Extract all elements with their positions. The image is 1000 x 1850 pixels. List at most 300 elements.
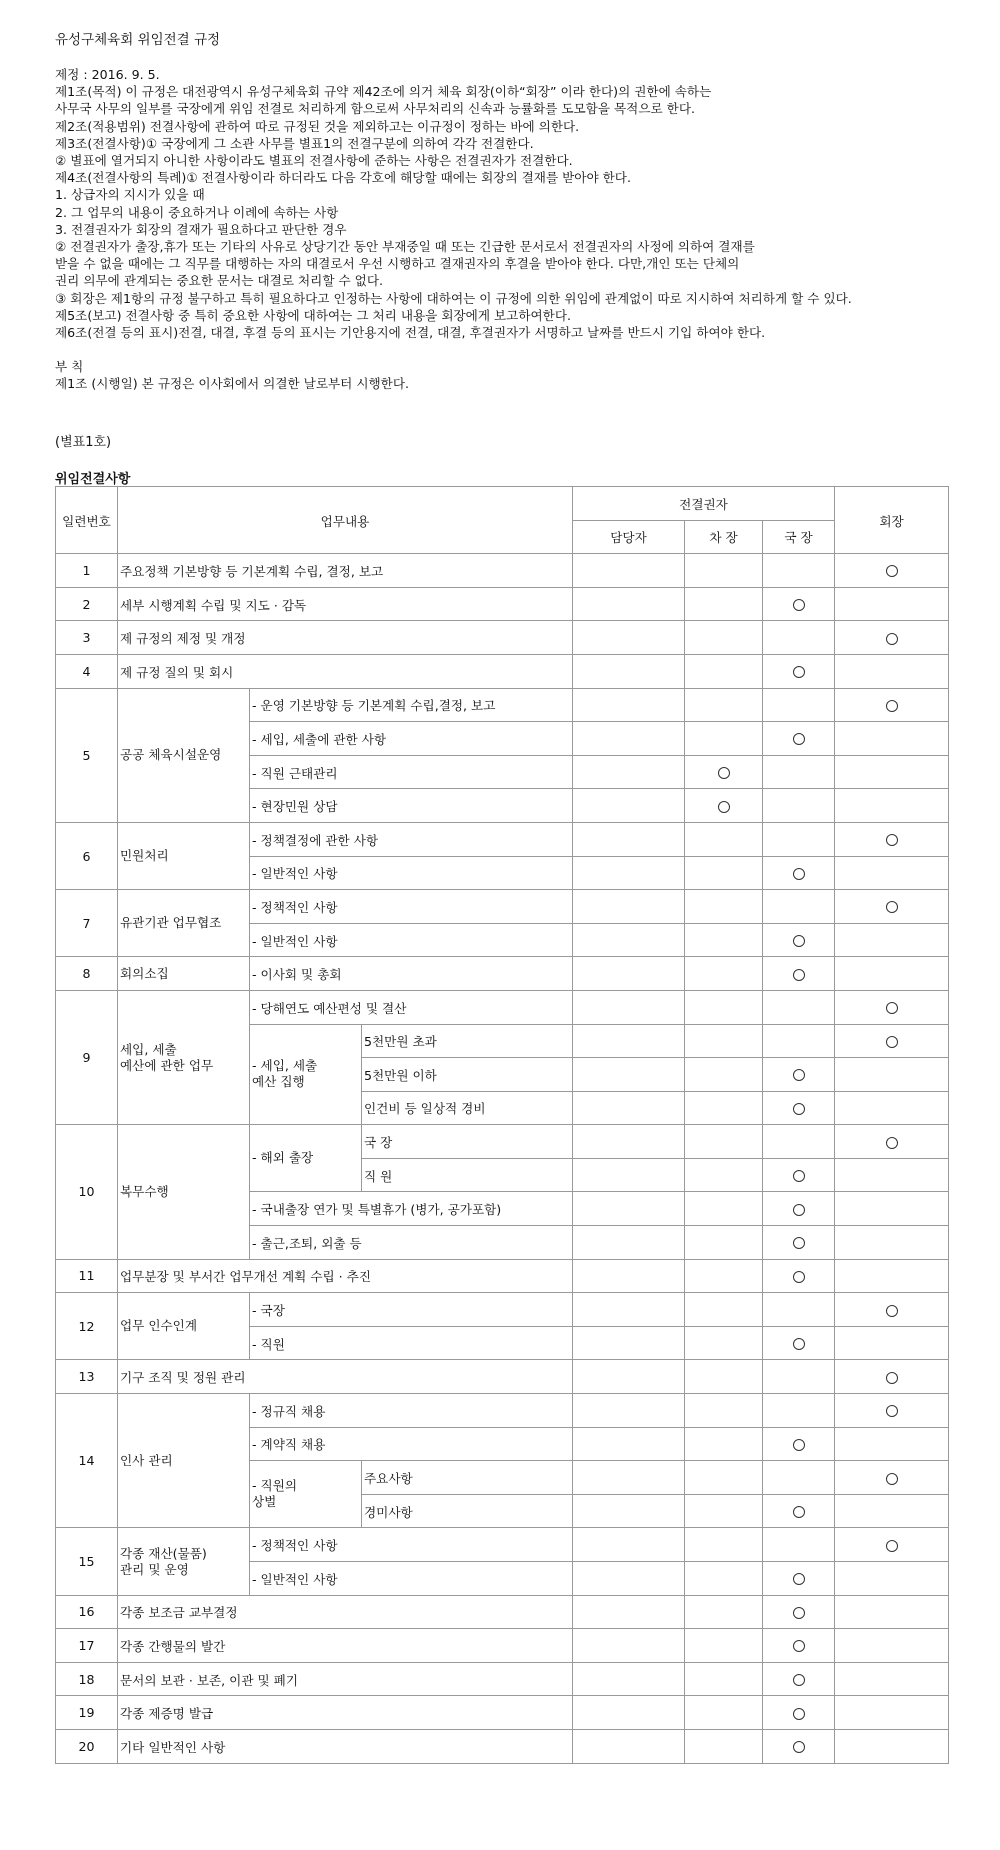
table-row [56,688,949,722]
mark-cell-director [763,1091,835,1125]
header-president: 회장 [835,487,949,554]
regulation-line: ② 전결권자가 출장,휴가 또는 기타의 사유로 상당기간 동안 부재중일 때 또는 긴급한 문서로서 전결권자의 사정에 의하여 결재를 [55,239,755,255]
mark-cell-staff [573,856,685,890]
circle-mark-icon [793,1103,805,1115]
row-item: - 당해연도 예산편성 및 결산 [250,990,573,1024]
mark-cell-director [763,923,835,957]
row-task: 세부 시행계획 수립 및 지도 · 감독 [118,587,573,621]
mark-cell-staff [573,1662,685,1696]
mark-cell-director [763,1293,835,1327]
mark-cell-staff [573,990,685,1024]
mark-cell-president [835,1427,949,1461]
table-row [56,1629,949,1663]
mark-cell-president [835,1629,949,1663]
row-no: 6 [56,822,118,889]
table-row [56,1528,949,1562]
mark-cell-staff [573,1226,685,1260]
mark-cell-director [763,1729,835,1763]
row-no: 15 [56,1528,118,1595]
row-subitem: 5천만원 이하 [362,1058,573,1092]
circle-mark-icon [793,935,805,947]
regulation-line: ② 별표에 열거되지 아니한 사항이라도 별표의 전결사항에 준하는 사항은 전결권자가 전결한다. [55,153,573,169]
circle-mark-icon [886,1036,898,1048]
row-subitem: 주요사항 [362,1461,573,1495]
row-no: 14 [56,1394,118,1528]
mark-cell-staff [573,789,685,823]
circle-mark-icon [718,767,730,779]
mark-cell-president [835,822,949,856]
row-no: 18 [56,1662,118,1696]
mark-cell-deputy [685,1024,763,1058]
mark-cell-president [835,1226,949,1260]
mark-cell-president [835,1662,949,1696]
mark-cell-staff [573,822,685,856]
row-task: 업무분장 및 부서간 업무개선 계획 수립 · 추진 [118,1259,573,1293]
mark-cell-staff [573,1494,685,1528]
regulation-line: 제3조(전결사항)① 국장에게 그 소관 사무를 별표1의 전결구분에 의하여 각각 전결한다. [55,135,534,151]
mark-cell-deputy [685,1091,763,1125]
row-item: - 직원 근태관리 [250,755,573,789]
mark-cell-director [763,554,835,588]
row-subgroup: - 세입, 세출 예산 집행 [250,1024,362,1125]
row-item: - 이사회 및 총회 [250,957,573,991]
mark-cell-president [835,554,949,588]
regulation-line: 제정 : 2016. 9. 5. [55,67,160,82]
mark-cell-director [763,856,835,890]
mark-cell-deputy [685,1360,763,1394]
mark-cell-president [835,722,949,756]
row-subgroup: - 해외 출장 [250,1125,362,1192]
mark-cell-deputy [685,587,763,621]
header-director: 국 장 [763,520,835,554]
table-row [56,1293,949,1327]
table-row [56,1259,949,1293]
row-task: 제 규정의 제정 및 개정 [118,621,573,655]
regulation-body [55,66,945,341]
circle-mark-icon [793,1170,805,1182]
mark-cell-president [835,1461,949,1495]
circle-mark-icon [886,834,898,846]
row-task: 각종 보조금 교부결정 [118,1595,573,1629]
mark-cell-director [763,1494,835,1528]
mark-cell-deputy [685,1696,763,1730]
mark-cell-deputy [685,1259,763,1293]
mark-cell-staff [573,1058,685,1092]
mark-cell-president [835,1091,949,1125]
row-item: - 출근,조퇴, 외출 등 [250,1226,573,1260]
row-task: 회의소집 [118,957,250,991]
row-task: 각종 제증명 발급 [118,1696,573,1730]
row-item: - 정책적인 사항 [250,890,573,924]
header-staff: 담당자 [573,520,685,554]
document-title: 유성구체육회 위임전결 규정 [55,32,221,48]
mark-cell-director [763,688,835,722]
row-item: - 세입, 세출에 관한 사항 [250,722,573,756]
mark-cell-deputy [685,923,763,957]
mark-cell-staff [573,1091,685,1125]
mark-cell-deputy [685,1729,763,1763]
row-subitem: 직 원 [362,1158,573,1192]
mark-cell-director [763,1158,835,1192]
row-task: 유관기관 업무협조 [118,890,250,957]
mark-cell-president [835,587,949,621]
row-item: - 정책결정에 관한 사항 [250,822,573,856]
mark-cell-president [835,957,949,991]
table-row [56,587,949,621]
mark-cell-staff [573,554,685,588]
mark-cell-president [835,1729,949,1763]
row-no: 16 [56,1595,118,1629]
mark-cell-president [835,1058,949,1092]
row-no: 20 [56,1729,118,1763]
mark-cell-president [835,1125,949,1159]
row-subitem: 인건비 등 일상적 경비 [362,1091,573,1125]
row-item: - 직원 [250,1326,573,1360]
table-row [56,1360,949,1394]
circle-mark-icon [886,1002,898,1014]
mark-cell-director [763,1192,835,1226]
row-task: 인사 관리 [118,1394,250,1528]
row-no: 13 [56,1360,118,1394]
mark-cell-deputy [685,1326,763,1360]
mark-cell-director [763,1562,835,1596]
mark-cell-president [835,654,949,688]
mark-cell-president [835,789,949,823]
circle-mark-icon [793,1607,805,1619]
mark-cell-staff [573,1259,685,1293]
mark-cell-staff [573,1461,685,1495]
circle-mark-icon [886,700,898,712]
row-item: - 일반적인 사항 [250,856,573,890]
circle-mark-icon [793,1741,805,1753]
table-row [56,654,949,688]
table-row [56,621,949,655]
regulation-line: 제5조(보고) 전결사항 중 특히 중요한 사항에 대하여는 그 처리 내용을 회장에게 보고하여한다. [55,307,572,323]
mark-cell-staff [573,1125,685,1159]
mark-cell-deputy [685,1595,763,1629]
circle-mark-icon [886,1473,898,1485]
mark-cell-staff [573,722,685,756]
mark-cell-staff [573,1394,685,1428]
mark-cell-staff [573,1192,685,1226]
mark-cell-deputy [685,1662,763,1696]
row-subgroup: - 직원의 상벌 [250,1461,362,1528]
mark-cell-director [763,1058,835,1092]
row-item: - 일반적인 사항 [250,1562,573,1596]
mark-cell-deputy [685,1058,763,1092]
supplement-title: 부 칙 [55,359,84,375]
circle-mark-icon [793,1204,805,1216]
circle-mark-icon [886,1540,898,1552]
regulation-line: 제4조(전결사항의 특례)① 전결사항이라 하더라도 다음 각호에 해당할 때에는 회장의 결재를 받아야 한다. [55,170,631,186]
row-task: 주요정책 기본방향 등 기본계획 수립, 결정, 보고 [118,554,573,588]
mark-cell-deputy [685,755,763,789]
mark-cell-director [763,1662,835,1696]
row-task: 세입, 세출 예산에 관한 업무 [118,990,250,1124]
mark-cell-deputy [685,1494,763,1528]
mark-cell-deputy [685,1192,763,1226]
mark-cell-staff [573,688,685,722]
row-item: - 정규직 채용 [250,1394,573,1428]
circle-mark-icon [793,599,805,611]
mark-cell-director [763,621,835,655]
mark-cell-president [835,1259,949,1293]
mark-cell-deputy [685,789,763,823]
row-task: 민원처리 [118,822,250,889]
circle-mark-icon [886,1137,898,1149]
mark-cell-director [763,957,835,991]
mark-cell-director [763,1394,835,1428]
appendix-label: (별표1호) [55,434,112,450]
row-task: 기타 일반적인 사항 [118,1729,573,1763]
mark-cell-director [763,1528,835,1562]
row-no: 9 [56,990,118,1124]
mark-cell-director [763,1461,835,1495]
header-authority: 전결권자 [573,487,835,521]
table-header-row [56,487,949,521]
regulation-line: 제2조(적용범위) 전결사항에 관하여 따로 규정된 것을 제외하고는 이규정이 정하는 바에 의한다. [55,118,580,134]
row-item: - 일반적인 사항 [250,923,573,957]
mark-cell-deputy [685,990,763,1024]
row-item: - 국내출장 연가 및 특별휴가 (병가, 공가포함) [250,1192,573,1226]
row-no: 5 [56,688,118,822]
circle-mark-icon [793,1506,805,1518]
mark-cell-deputy [685,1394,763,1428]
mark-cell-deputy [685,1293,763,1327]
circle-mark-icon [793,868,805,880]
mark-cell-director [763,789,835,823]
mark-cell-deputy [685,1528,763,1562]
table-row [56,1394,949,1428]
row-task: 업무 인수인계 [118,1293,250,1360]
table-row [56,822,949,856]
circle-mark-icon [793,1640,805,1652]
mark-cell-deputy [685,554,763,588]
table-row [56,1662,949,1696]
mark-cell-deputy [685,856,763,890]
mark-cell-deputy [685,1629,763,1663]
mark-cell-deputy [685,1158,763,1192]
regulation-line: 권리 의무에 관계되는 중요한 문서는 대결로 처리할 수 없다. [55,273,384,289]
mark-cell-staff [573,621,685,655]
row-task: 제 규정 질의 및 회시 [118,654,573,688]
mark-cell-president [835,890,949,924]
table-row [56,990,949,1024]
circle-mark-icon [793,666,805,678]
circle-mark-icon [886,901,898,913]
mark-cell-deputy [685,822,763,856]
circle-mark-icon [793,1237,805,1249]
mark-cell-president [835,755,949,789]
table-row [56,1125,949,1159]
circle-mark-icon [793,1674,805,1686]
row-no: 19 [56,1696,118,1730]
mark-cell-president [835,1696,949,1730]
mark-cell-deputy [685,1125,763,1159]
mark-cell-director [763,722,835,756]
circle-mark-icon [886,565,898,577]
table-heading: 위임전결사항 [55,471,131,487]
circle-mark-icon [886,1305,898,1317]
mark-cell-president [835,1394,949,1428]
mark-cell-director [763,1326,835,1360]
mark-cell-deputy [685,1226,763,1260]
mark-cell-staff [573,957,685,991]
mark-cell-president [835,1326,949,1360]
row-item: - 국장 [250,1293,573,1327]
mark-cell-deputy [685,654,763,688]
row-no: 12 [56,1293,118,1360]
header-deputy: 차 장 [685,520,763,554]
regulation-line: 사무국 사무의 일부를 국장에게 위임 전결로 처리하게 함으로써 사무처리의 신속과 능률화를 도모함을 목적으로 한다. [55,101,695,117]
mark-cell-staff [573,1629,685,1663]
mark-cell-director [763,1595,835,1629]
table-row [56,890,949,924]
row-no: 1 [56,554,118,588]
mark-cell-director [763,587,835,621]
mark-cell-staff [573,1326,685,1360]
mark-cell-deputy [685,722,763,756]
mark-cell-president [835,856,949,890]
row-task: 기구 조직 및 정원 관리 [118,1360,573,1394]
mark-cell-staff [573,1293,685,1327]
mark-cell-president [835,1528,949,1562]
mark-cell-staff [573,1696,685,1730]
mark-cell-president [835,1192,949,1226]
mark-cell-director [763,1360,835,1394]
mark-cell-deputy [685,1427,763,1461]
row-subitem: 5천만원 초과 [362,1024,573,1058]
mark-cell-director [763,654,835,688]
row-task: 복무수행 [118,1125,250,1259]
regulation-line: 1. 상급자의 지시가 있을 때 [55,187,205,203]
row-subitem: 국 장 [362,1125,573,1159]
mark-cell-staff [573,1158,685,1192]
mark-cell-deputy [685,621,763,655]
mark-cell-staff [573,923,685,957]
mark-cell-director [763,822,835,856]
mark-cell-director [763,1125,835,1159]
document [55,22,945,487]
row-item: - 계약직 채용 [250,1427,573,1461]
mark-cell-president [835,1494,949,1528]
regulation-line: 제6조(전결 등의 표시)전결, 대결, 후결 등의 표시는 기안용지에 전결, 대결, 후결권자가 서명하고 날짜를 반드시 기입 하여야 한다. [55,325,766,341]
mark-cell-director [763,1629,835,1663]
mark-cell-staff [573,654,685,688]
mark-cell-president [835,688,949,722]
mark-cell-deputy [685,890,763,924]
mark-cell-staff [573,1360,685,1394]
mark-cell-staff [573,755,685,789]
mark-cell-director [763,1696,835,1730]
mark-cell-staff [573,1562,685,1596]
table-row [56,957,949,991]
mark-cell-deputy [685,1461,763,1495]
mark-cell-deputy [685,688,763,722]
row-no: 17 [56,1629,118,1663]
circle-mark-icon [793,1439,805,1451]
row-subitem: 경미사항 [362,1494,573,1528]
mark-cell-president [835,1360,949,1394]
mark-cell-director [763,890,835,924]
table-row [56,1595,949,1629]
mark-cell-president [835,1562,949,1596]
regulation-line: 받을 수 없을 때에는 그 직무를 대행하는 자의 대결로서 우선 시행하고 결재권자의 후결을 받아야 한다. 다만,개인 또는 단체의 [55,256,740,272]
mark-cell-staff [573,1528,685,1562]
table-row [56,1729,949,1763]
mark-cell-staff [573,1595,685,1629]
row-task: 공공 체육시설운영 [118,688,250,822]
mark-cell-director [763,755,835,789]
mark-cell-president [835,1293,949,1327]
circle-mark-icon [886,1372,898,1384]
mark-cell-president [835,923,949,957]
row-task: 문서의 보관 · 보존, 이관 및 폐기 [118,1662,573,1696]
row-no: 2 [56,587,118,621]
mark-cell-director [763,990,835,1024]
row-no: 10 [56,1125,118,1259]
row-item: - 정책적인 사항 [250,1528,573,1562]
row-item: - 운영 기본방향 등 기본계획 수립,결정, 보고 [250,688,573,722]
regulation-line: 제1조(목적) 이 규정은 대전광역시 유성구체육회 규약 제42조에 의거 체육 회장(이하“회장” 이라 한다)의 권한에 속하는 [55,84,712,100]
row-no: 4 [56,654,118,688]
mark-cell-staff [573,1024,685,1058]
table-row [56,1696,949,1730]
row-task: 각종 재산(물품) 관리 및 운영 [118,1528,250,1595]
circle-mark-icon [793,1069,805,1081]
mark-cell-president [835,1595,949,1629]
row-item: - 현장민원 상담 [250,789,573,823]
mark-cell-director [763,1427,835,1461]
mark-cell-president [835,990,949,1024]
delegation-table [55,486,949,1764]
row-no: 3 [56,621,118,655]
row-task: 각종 간행물의 발간 [118,1629,573,1663]
supplement-text: 제1조 (시행일) 본 규정은 이사회에서 의결한 날로부터 시행한다. [55,376,410,392]
circle-mark-icon [793,1573,805,1585]
header-task: 업무내용 [118,487,573,554]
row-no: 8 [56,957,118,991]
circle-mark-icon [886,1405,898,1417]
regulation-line: ③ 회장은 제1항의 규정 불구하고 특히 필요하다고 인정하는 사항에 대하여는 이 규정에 의한 위임에 관계없이 따로 지시하여 처리하게 할 수 있다. [55,290,852,306]
circle-mark-icon [793,969,805,981]
mark-cell-deputy [685,1562,763,1596]
regulation-line: 2. 그 업무의 내용이 중요하거나 이례에 속하는 사항 [55,204,339,220]
mark-cell-director [763,1024,835,1058]
mark-cell-staff [573,1729,685,1763]
circle-mark-icon [793,1338,805,1350]
row-no: 7 [56,890,118,957]
table-row [56,554,949,588]
header-no: 일련번호 [56,487,118,554]
mark-cell-president [835,1024,949,1058]
mark-cell-deputy [685,957,763,991]
mark-cell-director [763,1259,835,1293]
circle-mark-icon [793,733,805,745]
circle-mark-icon [793,1271,805,1283]
regulation-line: 3. 전결권자가 회장의 결재가 필요하다고 판단한 경우 [55,221,347,237]
circle-mark-icon [793,1708,805,1720]
row-no: 11 [56,1259,118,1293]
mark-cell-staff [573,890,685,924]
mark-cell-president [835,1158,949,1192]
circle-mark-icon [718,801,730,813]
mark-cell-president [835,621,949,655]
circle-mark-icon [886,633,898,645]
mark-cell-staff [573,1427,685,1461]
mark-cell-director [763,1226,835,1260]
mark-cell-staff [573,587,685,621]
